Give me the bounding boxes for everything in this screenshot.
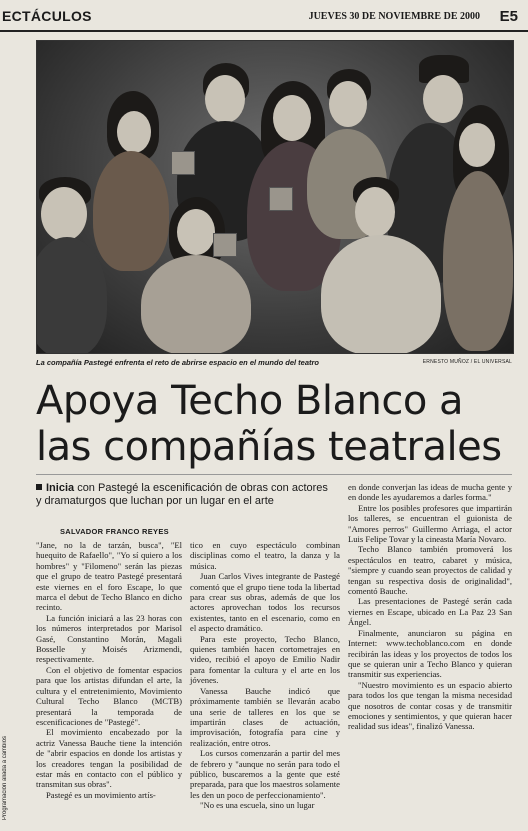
caption-text: La compañía Pastegé enfrenta el reto de abrirse espacio en el mundo del teatro <box>36 358 320 367</box>
paragraph: Para este proyecto, Techo Blanco, quienes también hacen cortometrajes en video, recibió el apoyo de Emilio Nadir para fomentar la cultura y el arte en los jóvenes. <box>190 633 340 686</box>
paragraph: "Jane, no la de tarzán, busca", "El huequito de Rafaello", "Yo sí quiero a los hombres" y "Filomeno" serán las piezas que el grupo de teatro Pastegé presentará este viernes en el foro Escape, lo que marca el debut de Techo Blanco en dicho recinto. <box>36 540 182 613</box>
headline-line-1: Apoya Techo Blanco a <box>36 378 464 424</box>
paragraph: "No es una escuela, sino un lugar <box>200 800 315 811</box>
person-body <box>141 255 251 354</box>
paragraph: en donde converjan las ideas de mucha gente y en donde les ayudaremos a darles forma." <box>348 482 512 503</box>
cd-case <box>171 151 195 175</box>
paragraph: Entre los posibles profesores que impartirán los talleres, se encuentran el guionista de "Amores perros" Guillermo Arriaga, el actor Luis Felipe Tovar y la cineasta María Novaro. <box>348 502 512 545</box>
byline: SALVADOR FRANCO REYES <box>60 527 169 536</box>
article-column-2 <box>190 540 340 811</box>
paragraph: Juan Carlos Vives integrante de Pastegé comentó que el grupo tiene toda la libertad para crear sus obras, además de que los actores aprovechan todos los recursos existentes, tanto en el escenario, como en el aspecto dramático. <box>190 571 340 634</box>
issue-date: JUEVES 30 DE NOVIEMBRE DE 2000 <box>308 11 480 22</box>
paragraph: Finalmente, anunciaron su página en Internet: www.techoblanco.com en donde recibirán las ideas y los proyectos de todos los que se quieran unir a Techo Blanco y quieran transmitir sus experiencias. <box>348 627 512 680</box>
section-name: ECTÁCULOS <box>2 8 92 24</box>
person-face <box>459 123 495 167</box>
person-face <box>205 75 245 123</box>
paragraph: Pastegé es un movimiento artís- <box>46 789 156 800</box>
paragraph: "Nuestro movimiento es un espacio abierto para todos los que tengan la misma necesidad que nosotros de contar cosas y de transmitir emociones y sentimientos, y que quieran hacer realidad sus ideas", finalizó Vanessa. <box>348 679 512 732</box>
photo-credit: ERNESTO MUÑOZ / EL UNIVERSAL <box>422 359 512 365</box>
paragraph: Vanessa Bauche indicó que próximamente también se llevarán acabo una serie de talleres en los que se impartirán clases de actuación, improvisación, fotografía para cine y realización, entre otros. <box>190 685 340 748</box>
person-face <box>177 209 215 255</box>
paragraph: Techo Blanco también promoverá los espectáculos en teatro, cabaret y música, "siempre y cuando sean proyectos de calidad y tengan su respectiva dosis de originalidad", comentó Bauche. <box>348 544 512 597</box>
lead-kicker: Inicia <box>46 482 75 494</box>
person-face <box>423 75 463 123</box>
paragraph: Con el objetivo de fomentar espacios para que los artistas difundan el arte, la cultura y el entretenimiento, Movimiento Cultural Techo Blanco (MCTB) presentará la temporada de escenificaciones de "Pastegé". <box>36 664 182 727</box>
person-face <box>117 111 151 153</box>
side-note: Programación aliada a cambios <box>2 735 8 820</box>
person-body <box>36 237 107 354</box>
lead-paragraph <box>36 482 336 508</box>
cd-case <box>269 187 293 211</box>
article-column-1 <box>36 540 182 800</box>
cd-case <box>213 233 237 257</box>
paragraph: La función iniciará a las 23 horas con los números interpretados por Marisol Gasé, Constantino Morán, Magali Bosselle y Moisés Arizmendi, respectivamente. <box>36 612 182 665</box>
lead-text: con Pastegé la escenificación de obras con actores y dramaturgos que luchan por un lugar en el arte <box>36 482 328 507</box>
page-header <box>0 0 528 32</box>
article-column-3 <box>348 482 512 732</box>
photo-caption <box>36 357 512 371</box>
divider <box>36 474 512 475</box>
paragraph: El movimiento encabezado por la actriz Vanessa Bauche tiene la intención de "abrir espacios en donde los artistas y los creadores tengan la posibilidad de estar más en contacto con el público y transmitan sus obras". <box>36 727 182 790</box>
person-body <box>443 171 513 351</box>
person-body <box>93 151 169 271</box>
paragraph: Los cursos comenzarán a partir del mes de febrero y "aunque no serán para todo el público, buscaremos a la gente que esté preparada, para que los maestros solamente les den un poco de perfeccionamiento". <box>190 748 340 800</box>
page-number: E5 <box>499 8 518 25</box>
group-photo <box>36 40 514 354</box>
person-face <box>355 187 395 237</box>
paragraph: Las presentaciones de Pastegé serán cada viernes en Escape, ubicado en La Paz 23 San Ángel. <box>348 596 512 628</box>
person-face <box>329 81 367 127</box>
person-face <box>273 95 311 141</box>
bullet-square-icon <box>36 484 42 490</box>
headline-line-2: las compañías teatrales <box>36 424 502 470</box>
person-face <box>41 187 87 241</box>
person-body <box>321 235 441 354</box>
paragraph: tico en cuyo espectáculo combinan disciplinas como el teatro, la danza y la música. <box>190 540 340 571</box>
headline <box>36 378 516 470</box>
